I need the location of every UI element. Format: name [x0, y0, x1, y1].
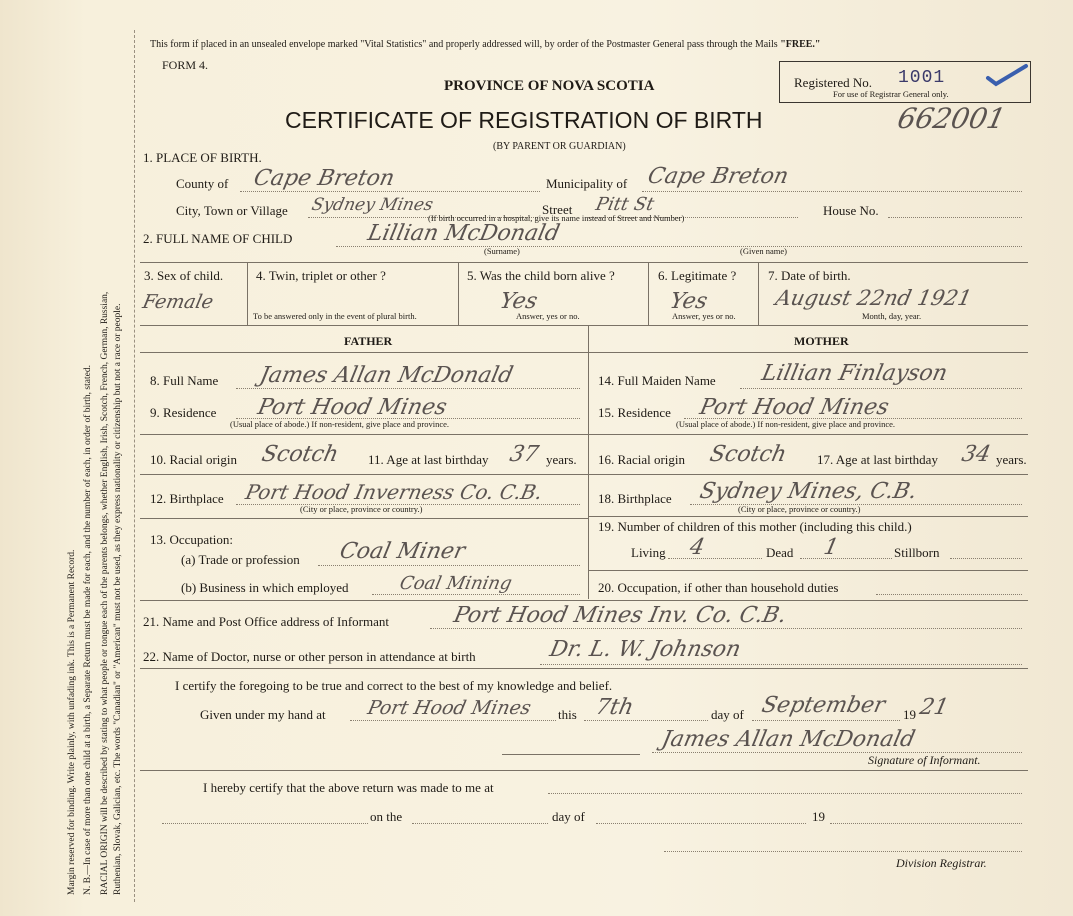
mother-residence-value: Port Hood Mines [697, 395, 892, 420]
certify-year-value: 21 [917, 695, 951, 720]
dob-label: 7. Date of birth. [768, 268, 851, 283]
twin-note: To be answered only in the event of plural birth. [253, 311, 417, 321]
living-value: 4 [687, 535, 707, 560]
mother-occupation-label: 20. Occupation, if other than household duties [598, 580, 839, 595]
certify-year-prefix: 19 [903, 707, 916, 722]
dob-value: August 22nd 1921 [773, 286, 974, 310]
margin-note-3: RACIAL ORIGIN will be described by stating to what people or tongue each of the parents belongs, whether English, Irish, Scotch, French, German, Russian, [100, 291, 110, 895]
stillborn-label: Stillborn [894, 545, 940, 560]
mother-age-years: years. [996, 452, 1027, 467]
dob-note: Month, day, year. [862, 311, 922, 321]
alive-label: 5. Was the child born alive ? [467, 268, 615, 283]
day-value: 7th [593, 695, 636, 720]
registrar-text: I hereby certify that the above return was made to me at [203, 780, 494, 795]
father-residence-label: 9. Residence [150, 405, 217, 420]
father-name-label: 8. Full Name [150, 373, 219, 388]
city-value: Sydney Mines [309, 195, 435, 215]
mother-residence-label: 15. Residence [598, 405, 671, 420]
margin-note-1: Margin reserved for binding. Write plainly, with unfading ink. This is a Permanent Record. [67, 549, 77, 895]
child-name-value: Lillian McDonald [365, 221, 562, 246]
registrar-on-the: on the [370, 809, 403, 824]
margin-note-2: N. B.—In case of more than one child at a birth, a Separate Return must be made for each, and the number of each, in order of birth, stated. [83, 365, 93, 895]
legitimate-label: 6. Legitimate ? [658, 268, 737, 283]
street-label: Street [542, 202, 573, 217]
father-birthplace-value: Port Hood Inverness Co. C.B. [243, 480, 545, 504]
child-name-label: 2. FULL NAME OF CHILD [143, 231, 293, 246]
informant-signature: James Allan McDonald [659, 727, 918, 752]
this-label: this [558, 707, 577, 722]
doctor-value: Dr. L. W. Johnson [547, 637, 743, 662]
mother-age-value: 34 [959, 442, 993, 467]
registered-label: Registered No. [794, 75, 872, 90]
mother-birthplace-note: (City or place, province or country.) [738, 504, 861, 514]
hospital-note: (If birth occurred in a hospital, give its name instead of Street and Number) [428, 213, 685, 223]
informant-value: Port Hood Mines Inv. Co. C.B. [451, 603, 789, 628]
street-value: Pitt St [593, 194, 656, 215]
father-name-value: James Allan McDonald [257, 363, 516, 388]
father-race-label: 10. Racial origin [150, 452, 238, 467]
father-age-years: years. [546, 452, 577, 467]
division-registrar-label: Division Registrar. [896, 856, 987, 870]
mother-race-label: 16. Racial origin [598, 452, 686, 467]
registered-number: 1001 [898, 68, 946, 88]
father-birthplace-note: (City or place, province or country.) [300, 504, 423, 514]
certificate-number: 662001 [894, 102, 1009, 135]
registered-note: For use of Registrar General only. [833, 89, 949, 99]
certify-text: I certify the foregoing to be true and correct to the best of my knowledge and belief. [175, 678, 613, 693]
sex-value: Female [140, 291, 216, 313]
certificate-title: CERTIFICATE OF REGISTRATION OF BIRTH [285, 107, 763, 133]
trade-label: (a) Trade or profession [181, 552, 300, 567]
form-number: FORM 4. [162, 58, 209, 72]
legitimate-value: Yes [667, 289, 710, 314]
county-value: Cape Breton [251, 166, 397, 191]
surname-note: (Surname) [484, 246, 520, 256]
day-of-label: day of [711, 707, 744, 722]
twin-label: 4. Twin, triplet or other ? [256, 268, 386, 283]
mother-name-value: Lillian Finlayson [759, 361, 950, 386]
month-value: September [759, 693, 888, 718]
province-heading: PROVINCE OF NOVA SCOTIA [444, 78, 655, 94]
county-label: County of [176, 176, 229, 191]
alive-value: Yes [497, 289, 540, 314]
father-age-label: 11. Age at last birthday [368, 452, 489, 467]
business-label: (b) Business in which employed [181, 580, 349, 595]
mother-birthplace-value: Sydney Mines, C.B. [697, 479, 920, 504]
informant-label: 21. Name and Post Office address of Informant [143, 614, 389, 629]
given-label: Given under my hand at [200, 707, 326, 722]
house-label: House No. [823, 203, 879, 218]
father-race-value: Scotch [259, 442, 341, 467]
father-residence-value: Port Hood Mines [255, 395, 450, 420]
father-heading: FATHER [344, 334, 393, 348]
sex-label: 3. Sex of child. [144, 268, 224, 283]
municipality-value: Cape Breton [645, 164, 791, 189]
certificate-subtitle: (BY PARENT OR GUARDIAN) [493, 141, 626, 152]
father-birthplace-label: 12. Birthplace [150, 491, 224, 506]
dead-label: Dead [766, 545, 794, 560]
living-label: Living [631, 545, 666, 560]
alive-note: Answer, yes or no. [516, 311, 580, 321]
registrar-day-of: day of [552, 809, 585, 824]
checkmark-icon [984, 62, 1030, 88]
margin-note-4: Ruthenian, Slovak, Galician, etc. The words "Canadian" or "American" must not be used, as they express nationality or citizenship but not a race or people. [113, 303, 123, 895]
father-residence-note: (Usual place of abode.) If non-resident, give place and province. [230, 419, 450, 429]
father-occupation-label: 13. Occupation: [150, 532, 234, 547]
city-label: City, Town or Village [176, 203, 288, 218]
binding-margin-line [134, 30, 135, 902]
given-place-value: Port Hood Mines [365, 697, 533, 719]
legitimate-note: Answer, yes or no. [672, 311, 736, 321]
children-label: 19. Number of children of this mother (including this child.) [598, 519, 912, 534]
registered-box [779, 61, 1031, 103]
mother-heading: MOTHER [794, 334, 849, 348]
trade-value: Coal Miner [337, 539, 468, 564]
mail-notice: This form if placed in an unsealed envelope marked "Vital Statistics" and properly addressed will, by order of the Postmaster General pass through the Mails "FREE." [150, 39, 821, 50]
father-age-value: 37 [507, 442, 541, 467]
dead-value: 1 [821, 535, 841, 560]
business-value: Coal Mining [397, 573, 514, 594]
doctor-label: 22. Name of Doctor, nurse or other person in attendance at birth [143, 649, 476, 664]
municipality-label: Municipality of [546, 176, 628, 191]
place-heading: 1. PLACE OF BIRTH. [143, 150, 262, 165]
given-name-note: (Given name) [740, 246, 787, 256]
registrar-year-prefix: 19 [812, 809, 825, 824]
mother-residence-note: (Usual place of abode.) If non-resident, give place and province. [676, 419, 896, 429]
mother-name-label: 14. Full Maiden Name [598, 373, 716, 388]
mother-birthplace-label: 18. Birthplace [598, 491, 672, 506]
mother-age-label: 17. Age at last birthday [817, 452, 938, 467]
signature-label: Signature of Informant. [868, 753, 981, 767]
mother-race-value: Scotch [707, 442, 789, 467]
